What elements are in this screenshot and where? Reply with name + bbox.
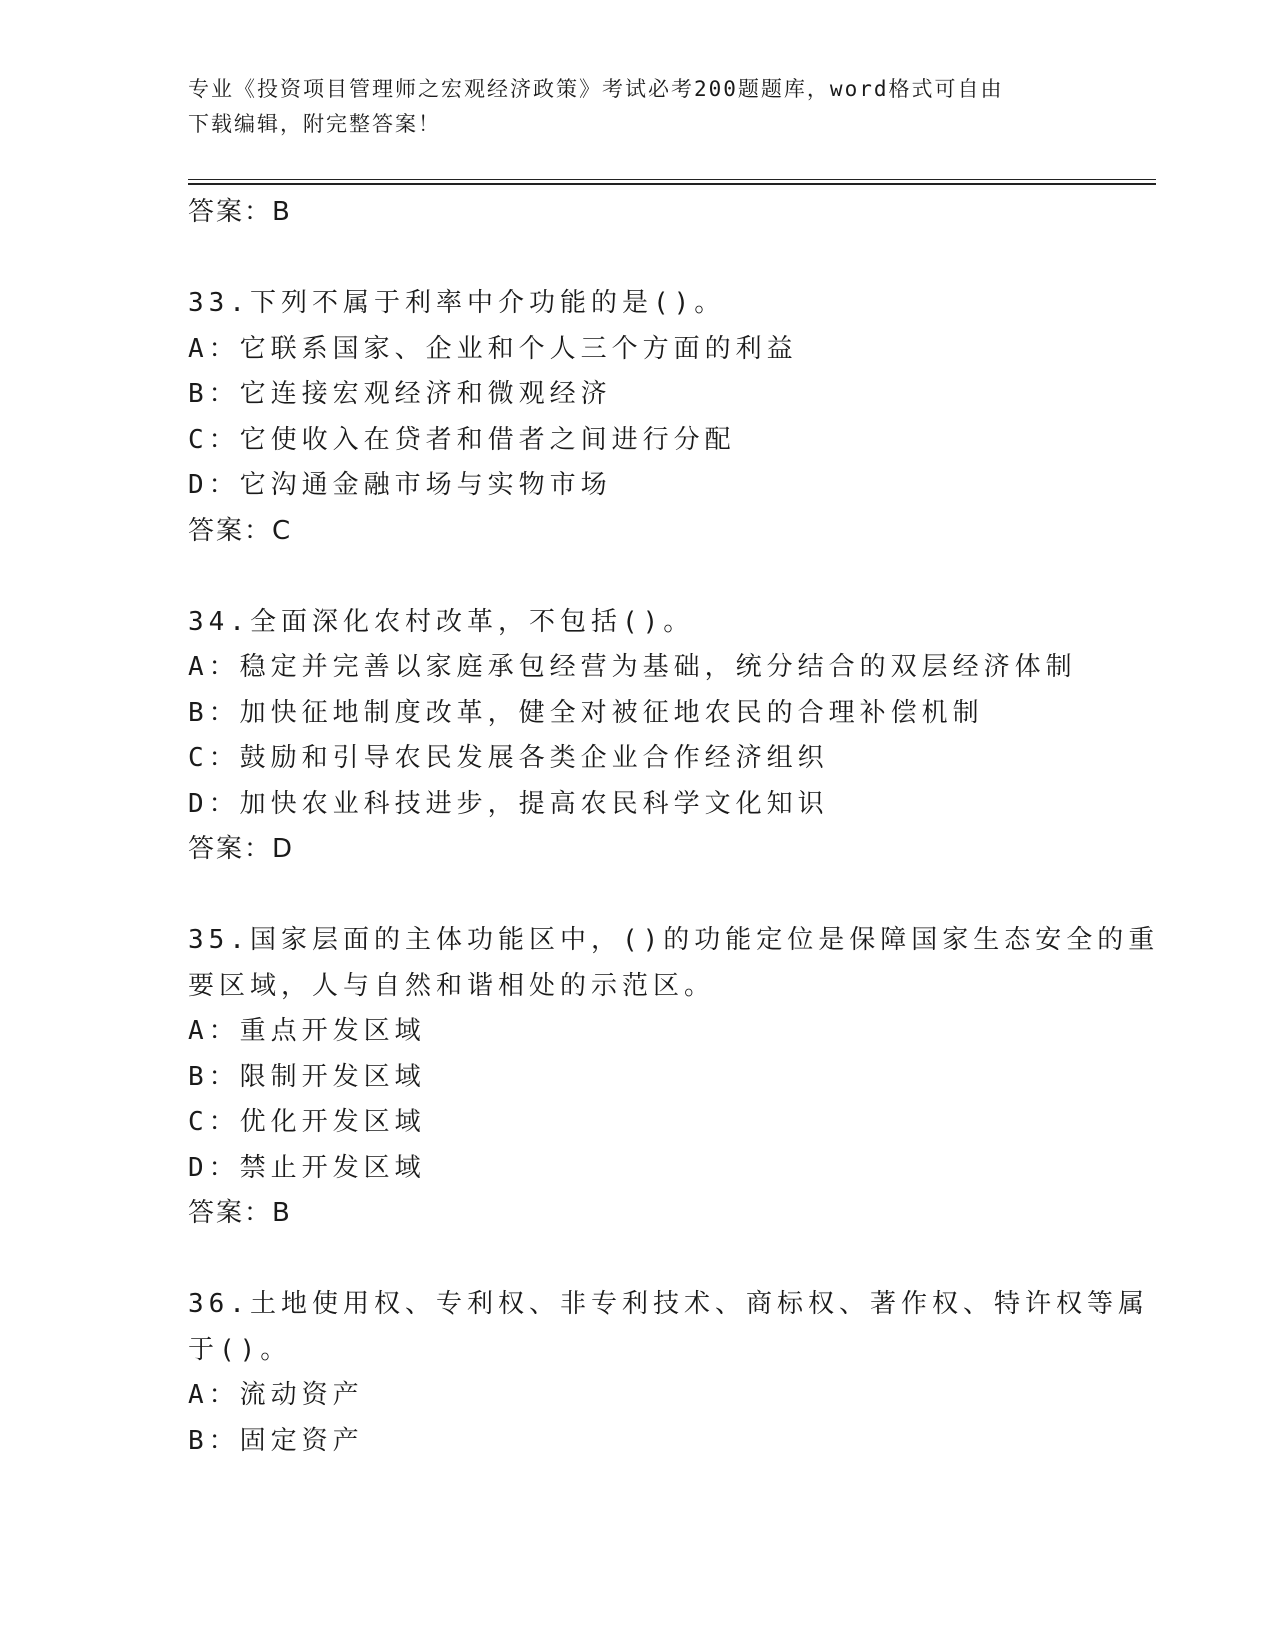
answer-line: 答案：D [188,834,295,864]
header-line-2: 下载编辑，附完整答案！ [188,112,441,136]
option-c: C：鼓励和引导农民发展各类企业合作经济组织 [188,743,829,773]
question-stem: 33.下列不属于利率中介功能的是()。 [188,288,726,318]
question-block [188,1282,1149,1464]
spacer [188,236,1088,282]
option-c: C：优化开发区域 [188,1107,426,1137]
option-b: B：固定资产 [188,1425,364,1456]
question-block [188,281,1088,554]
answer-line: 答案：B [188,197,292,227]
option-a: A：流动资产 [188,1380,364,1410]
option-a: A：稳定并完善以家庭承包经营为基础，统分结合的双层经济体制 [188,652,1077,682]
question-list [188,190,1160,1464]
option-d: D：禁止开发区域 [188,1152,426,1183]
question-stem: 35.国家层面的主体功能区中，()的功能定位是保障国家生态安全的重 [188,925,1160,955]
question-block [188,600,1088,873]
spacer [188,873,1088,919]
option-d: D：它沟通金融市场与实物市场 [188,470,612,500]
option-b: B：限制开发区域 [188,1061,426,1092]
option-b: B：它连接宏观经济和微观经济 [188,379,612,409]
question-stem: 34.全面深化农村改革，不包括()。 [188,606,695,637]
option-a: A：重点开发区域 [188,1016,426,1046]
option-d: D：加快农业科技进步，提高农民科学文化知识 [188,788,829,819]
question-stem-continued: 于()。 [188,1334,292,1365]
header-line-1: 专业《投资项目管理师之宏观经济政策》考试必考200题题库，word格式可自由 [188,77,1004,101]
answer-line: 答案：B [188,1198,292,1228]
answer-line: 答案：C [188,515,293,546]
question-stem-continued: 要区域，人与自然和谐相处的示范区。 [188,970,716,1001]
spacer [188,554,1088,600]
option-c: C：它使收入在贷者和借者之间进行分配 [188,424,736,455]
question-block [188,918,1160,1237]
option-a: A：它联系国家、企业和个人三个方面的利益 [188,333,798,364]
header-divider-thick [188,183,1156,185]
option-b: B：加快征地制度改革，健全对被征地农民的合理补偿机制 [188,697,984,728]
header-divider-thin [188,179,1156,180]
document-header [188,72,1088,142]
spacer [188,1237,1088,1283]
question-stem: 36.土地使用权、专利权、非专利技术、商标权、著作权、特许权等属 [188,1289,1149,1319]
